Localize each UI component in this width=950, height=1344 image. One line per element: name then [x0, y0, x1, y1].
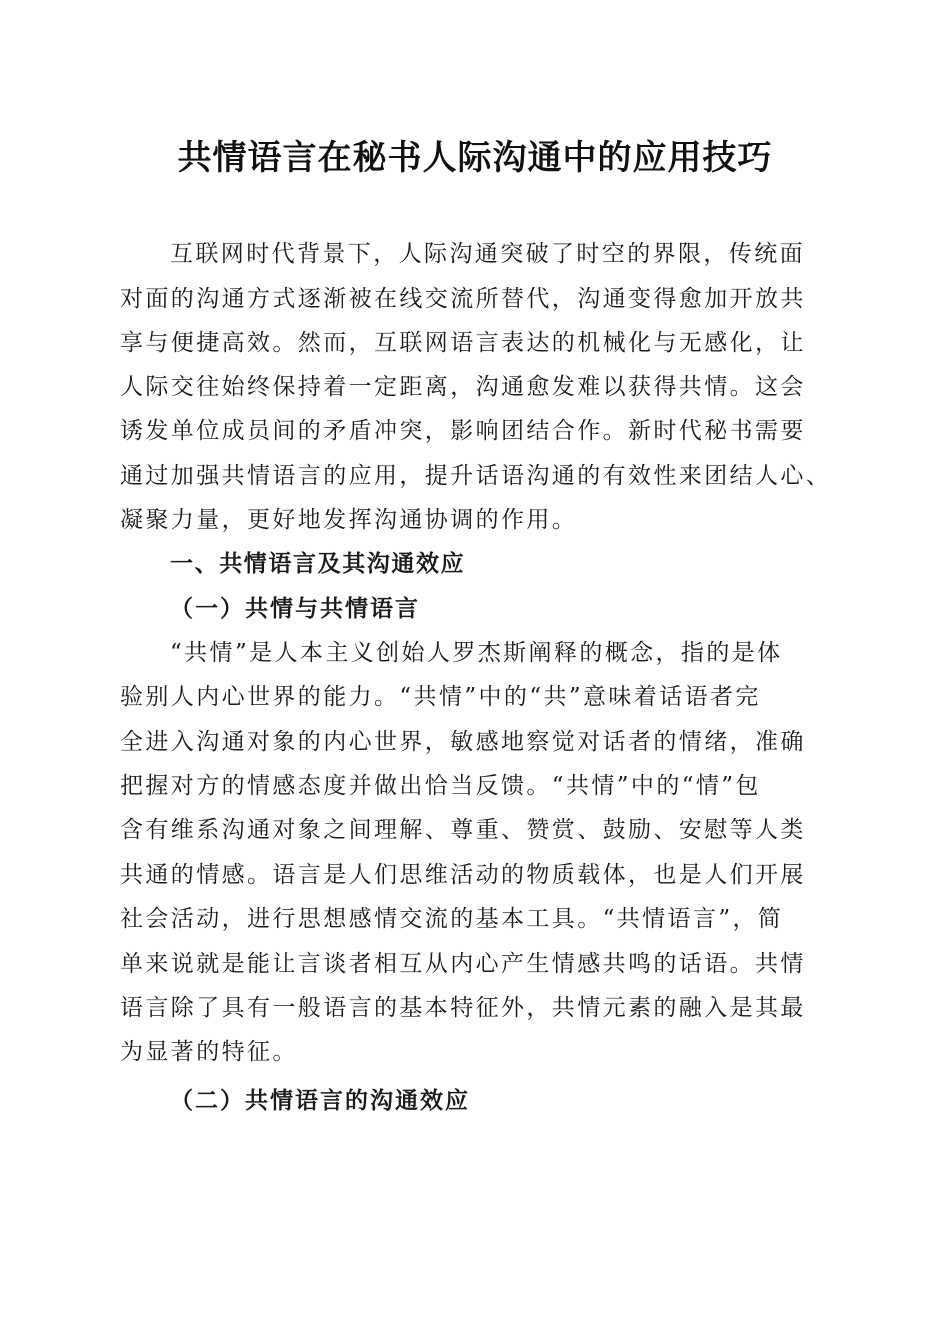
- paragraph-line: 互联网时代背景下，人际沟通突破了时空的界限，传统面: [170, 241, 805, 267]
- paragraph-line: 对面的沟通方式逐渐被在线交流所替代，沟通变得愈加开放共: [120, 286, 806, 312]
- paragraph-line: 社会活动，进行思想感情交流的基本工具。“共情语言”，简: [120, 906, 784, 932]
- paragraph-line: 通过加强共情语言的应用，提升话语沟通的有效性来团结人心、: [120, 463, 832, 489]
- paragraph-line: 共通的情感。语言是人们思维活动的物质载体，也是人们开展: [120, 862, 806, 888]
- subsection-heading: （二）共情语言的沟通效应: [170, 1087, 470, 1114]
- paragraph-line: 语言除了具有一般语言的基本特征外，共情元素的融入是其最: [120, 995, 806, 1021]
- paragraph-line: 全进入沟通对象的内心世界，敏感地察觉对话者的情绪，准确: [120, 729, 806, 755]
- paragraph-line: 验别人内心世界的能力。“共情”中的“共”意味着话语者完: [120, 684, 761, 710]
- document-title: 共情语言在秘书人际沟通中的应用技巧: [177, 138, 773, 178]
- paragraph-line: 诱发单位成员间的矛盾冲突，影响团结合作。新时代秘书需要: [120, 418, 806, 444]
- paragraph-line: 单来说就是能让言谈者相互从内心产生情感共鸣的话语。共情: [120, 951, 806, 977]
- section-heading: 一、共情语言及其沟通效应: [170, 551, 466, 577]
- paragraph-line: 享与便捷高效。然而，互联网语言表达的机械化与无感化，让: [120, 330, 806, 356]
- paragraph-line: 含有维系沟通对象之间理解、尊重、赞赏、鼓励、安慰等人类: [120, 817, 806, 843]
- paragraph-line: 把握对方的情感态度并做出恰当反馈。“共情”中的“情”包: [120, 773, 761, 799]
- subsection-heading: （一）共情与共情语言: [170, 595, 420, 622]
- paragraph-line: “共情”是人本主义创始人罗杰斯阐释的概念，指的是体: [170, 640, 783, 666]
- paragraph-line: 凝聚力量，更好地发挥沟通协调的作用。: [120, 507, 578, 533]
- paragraph-line: 为显著的特征。: [120, 1039, 298, 1065]
- paragraph-line: 人际交往始终保持着一定距离，沟通愈发难以获得共情。这会: [120, 374, 806, 400]
